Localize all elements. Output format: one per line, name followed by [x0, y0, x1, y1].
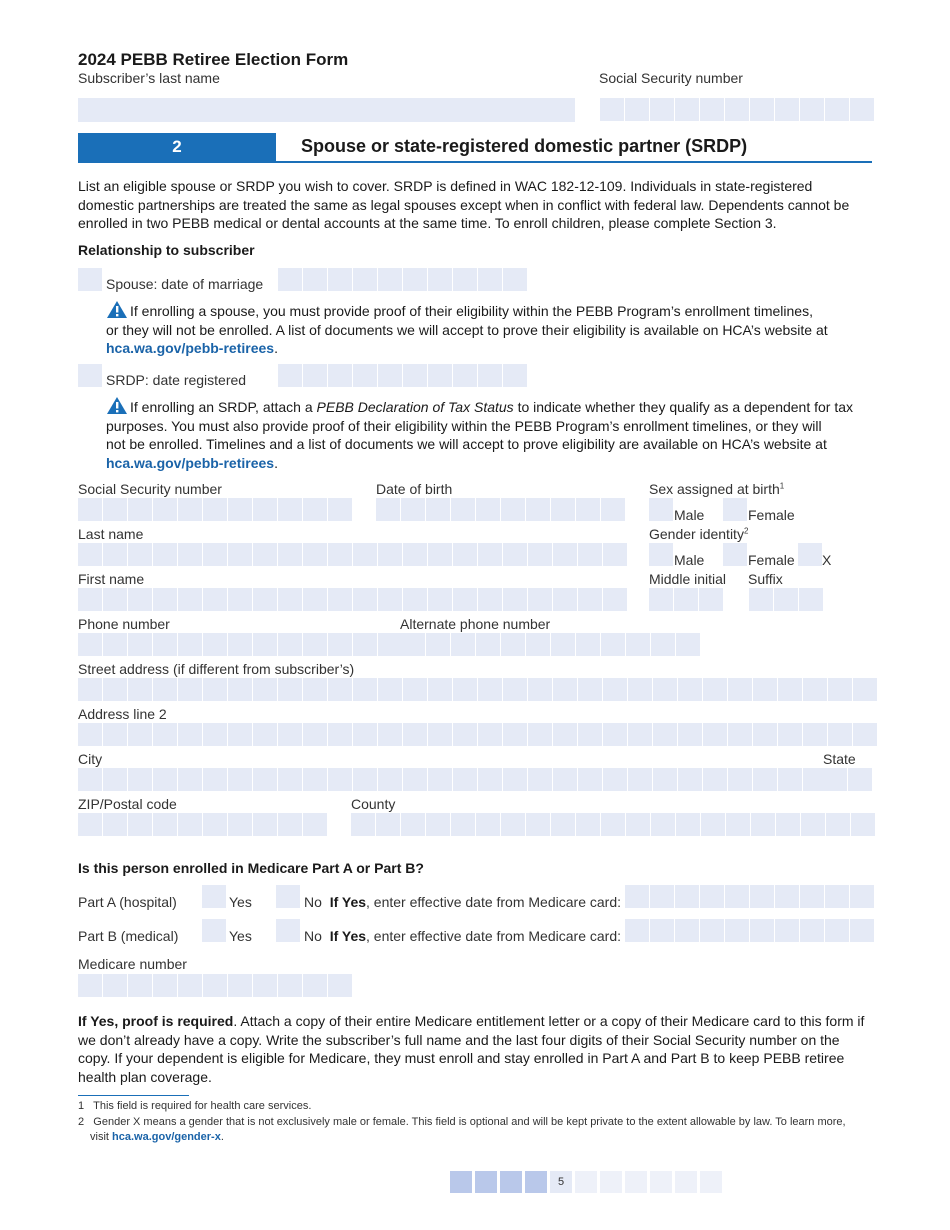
sex-female-label: Female	[748, 507, 795, 523]
form-title: 2024 PEBB Retiree Election Form	[78, 50, 349, 69]
subscriber-last-name-label: Subscriber’s last name	[78, 70, 220, 86]
part-b-yes-checkbox[interactable]	[202, 919, 226, 942]
street-field[interactable]	[78, 678, 877, 701]
medicare-number-label: Medicare number	[78, 956, 187, 972]
relationship-heading: Relationship to subscriber	[78, 242, 255, 258]
ssn-label: Social Security number	[78, 481, 222, 497]
sex-male-checkbox[interactable]	[649, 498, 673, 521]
first-name-field[interactable]	[78, 588, 627, 611]
last-name-field[interactable]	[78, 543, 627, 566]
section-title: Spouse or state-registered domestic partner (SRDP)	[301, 136, 748, 156]
ssn-field[interactable]	[78, 498, 352, 521]
sex-female-checkbox[interactable]	[723, 498, 747, 521]
part-b-no-checkbox[interactable]	[276, 919, 300, 942]
address2-label: Address line 2	[78, 706, 167, 722]
srdp-label: SRDP: date registered	[106, 372, 247, 388]
first-name-label: First name	[78, 571, 145, 587]
part-a-date-field[interactable]	[625, 885, 874, 908]
zip-field[interactable]	[78, 813, 327, 836]
sex-label: Sex assigned at birth$^1$	[649, 481, 785, 497]
footnote-1: 1 This field is required for health care services.	[78, 1100, 312, 1112]
sex-male-label: Male	[674, 507, 705, 523]
spouse-checkbox[interactable]	[78, 268, 102, 291]
subscriber-ssn-field[interactable]	[600, 98, 874, 121]
page-strip	[450, 1171, 722, 1193]
street-label: Street address (if different from subscriber’s)	[78, 661, 355, 677]
address2-field[interactable]	[78, 723, 877, 746]
srdp-warning: If enrolling an SRDP, attach a PEBB Declaration of Tax Status to indicate whether they qualify as a dependent for tax purposes. You must also provide proof of their eligibility within the PEBB Program’s enrollment timelines, or they will not be enrolled. Timelines and a list of documents we will accept to prove eligibility are available on HCA’s website at hca.wa.gov/pebb-retirees.	[106, 396, 876, 472]
gender-female-checkbox[interactable]	[723, 543, 747, 566]
srdp-link[interactable]: hca.wa.gov/pebb-retirees	[106, 454, 275, 471]
gender-male-label: Male	[674, 552, 705, 568]
part-a-label: Part A (hospital)	[78, 894, 177, 910]
county-field[interactable]	[351, 813, 875, 836]
warning-icon	[106, 396, 128, 415]
section-intro: List an eligible spouse or SRDP you wish to cover. SRDP is defined in WAC 182-12-109. Individuals in state-registered domestic partnerships are treated the same as legal spouses except when in conflict with federal law. Dependents cannot be enrolled in two PEBB medical or dental accounts at the same time. To enroll children, please complete Section 3.	[78, 178, 850, 231]
state-label: State	[823, 751, 856, 767]
gender-x-label: X	[822, 552, 832, 568]
footnote-divider	[78, 1095, 189, 1096]
part-a-yes-checkbox[interactable]	[202, 885, 226, 908]
medicare-question: Is this person enrolled in Medicare Part A or Part B?	[78, 860, 424, 876]
phone-label: Phone number	[78, 616, 170, 632]
part-b-label: Part B (medical)	[78, 928, 179, 944]
zip-label: ZIP/Postal code	[78, 796, 177, 812]
state-field[interactable]	[823, 768, 872, 791]
alt-phone-field[interactable]	[401, 633, 700, 656]
part-b-yes-label: Yes	[229, 928, 252, 944]
section-number: 2	[78, 133, 276, 163]
part-a-yes-label: Yes	[229, 894, 252, 910]
srdp-checkbox[interactable]	[78, 364, 102, 387]
gender-x-checkbox[interactable]	[798, 543, 822, 566]
spouse-link[interactable]: hca.wa.gov/pebb-retirees	[106, 340, 275, 356]
subscriber-last-name-field[interactable]	[78, 98, 575, 122]
part-b-date-field[interactable]	[625, 919, 874, 942]
last-name-label: Last name	[78, 526, 144, 542]
medicare-proof: If Yes, proof is required. Attach a copy of their entire Medicare entitlement letter or a copy of their Medicare card to this form if we don’t already have a copy. Write the subscriber’s full name and the last four digits of their Social Security number on the copy. If your dependent is eligible for Medicare, they must enroll and stay enrolled in Part A and Part B to keep PEBB retiree health plan coverage.	[78, 1013, 865, 1085]
middle-initial-label: Middle initial	[649, 571, 727, 587]
part-a-no-label: No If Yes, enter effective date from Medicare card:	[304, 894, 621, 910]
date-of-marriage-field[interactable]	[278, 268, 527, 291]
section-underline	[276, 161, 872, 163]
city-field[interactable]	[78, 768, 827, 791]
suffix-label: Suffix	[748, 571, 783, 587]
gender-female-label: Female	[748, 552, 795, 568]
footnote-2: 2 Gender X means a gender that is not exclusively male or female. This field is optional and will be kept private to the extent allowable by law. To learn more, visit hca.wa.gov/gender-x.	[78, 1116, 846, 1143]
county-label: County	[351, 796, 396, 812]
spouse-label: Spouse: date of marriage	[106, 276, 264, 292]
middle-initial-field[interactable]	[649, 588, 723, 611]
subscriber-ssn-label: Social Security number	[599, 70, 743, 86]
gender-male-checkbox[interactable]	[649, 543, 673, 566]
part-b-no-label: No If Yes, enter effective date from Medicare card:	[304, 928, 621, 944]
dob-field[interactable]	[376, 498, 625, 521]
gender-x-link[interactable]: hca.wa.gov/gender-x	[112, 1131, 221, 1143]
suffix-field[interactable]	[749, 588, 823, 611]
medicare-number-field[interactable]	[78, 974, 352, 997]
spouse-warning: If enrolling a spouse, you must provide proof of their eligibility within the PEBB Program’s enrollment timelines, or they will not be enrolled. A list of documents we will accept to prove their eligibility is available on HCA’s website at hca.wa.gov/pebb-retirees.	[106, 300, 876, 358]
page-number: 5	[550, 1171, 572, 1193]
dob-label: Date of birth	[376, 481, 453, 497]
city-label: City	[78, 751, 103, 767]
part-a-no-checkbox[interactable]	[276, 885, 300, 908]
gender-label: Gender identity$^2$	[649, 526, 749, 542]
alt-phone-label: Alternate phone number	[400, 616, 551, 632]
warning-icon	[106, 300, 128, 319]
date-registered-field[interactable]	[278, 364, 527, 387]
phone-field[interactable]	[78, 633, 402, 656]
